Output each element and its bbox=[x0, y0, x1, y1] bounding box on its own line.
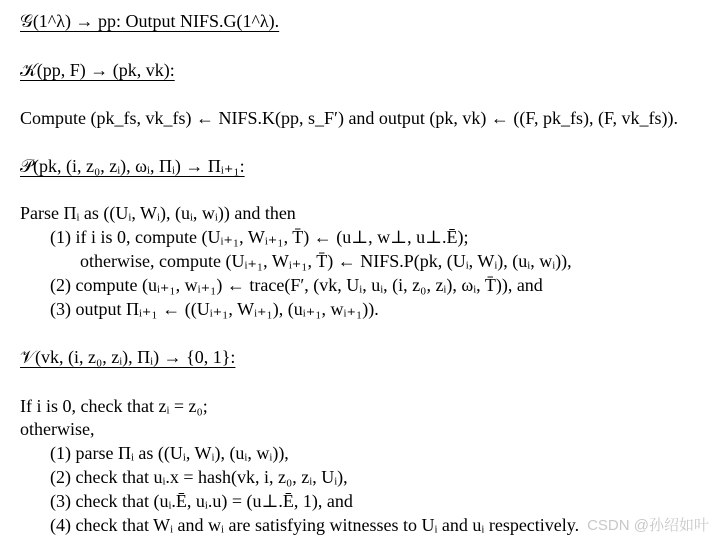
prover-line: (3) output Πᵢ₊₁ ← ((Uᵢ₊₁, Wᵢ₊₁), (uᵢ₊₁, wᵢ₊₁)). bbox=[50, 299, 379, 319]
prover-header: 𝒫(pk, (i, z₀, zᵢ), ωᵢ, Πᵢ) → Πᵢ₊₁: bbox=[20, 156, 245, 176]
prover-line: (1) if i is 0, compute (Uᵢ₊₁, Wᵢ₊₁, T̄) ← (u⊥, w⊥, u⊥.Ē); bbox=[50, 227, 469, 247]
verifier-header: 𝒱(vk, (i, z₀, zᵢ), Πᵢ) → {0, 1}: bbox=[20, 347, 236, 367]
verifier-line: (3) check that (uᵢ.Ē, uᵢ.u) = (u⊥.Ē, 1), and bbox=[50, 491, 353, 511]
verifier-line: otherwise, bbox=[20, 419, 95, 439]
prover-line: Parse Πᵢ as ((Uᵢ, Wᵢ), (uᵢ, wᵢ)) and then bbox=[20, 203, 296, 223]
csdn-watermark: CSDN @孙绍如叶 bbox=[587, 517, 709, 534]
verifier-line: (4) check that Wᵢ and wᵢ are satisfying witnesses to Uᵢ and uᵢ respectively. bbox=[50, 515, 580, 535]
keygen-body: Compute (pk_fs, vk_fs) ← NIFS.K(pp, s_F′) and output (pk, vk) ← ((F, pk_fs), (F, vk_fs)). bbox=[20, 108, 679, 128]
prover-line: otherwise, compute (Uᵢ₊₁, Wᵢ₊₁, T̄) ← NIFS.P(pk, (Uᵢ, Wᵢ), (uᵢ, wᵢ)), bbox=[80, 251, 572, 271]
prover-line: (2) compute (uᵢ₊₁, wᵢ₊₁) ← trace(F′, (vk, Uᵢ, uᵢ, (i, z₀, zᵢ), ωᵢ, T̄)), and bbox=[50, 275, 543, 295]
keygen-header: 𝒦(pp, F) → (pk, vk): bbox=[20, 60, 175, 80]
setup-header: 𝒢(1^λ) → pp: Output NIFS.G(1^λ). bbox=[20, 11, 280, 31]
verifier-line: (2) check that uᵢ.x = hash(vk, i, z₀, zᵢ, Uᵢ), bbox=[50, 467, 348, 487]
verifier-line: (1) parse Πᵢ as ((Uᵢ, Wᵢ), (uᵢ, wᵢ)), bbox=[50, 443, 289, 463]
verifier-line: If i is 0, check that zᵢ = z₀; bbox=[20, 396, 208, 416]
